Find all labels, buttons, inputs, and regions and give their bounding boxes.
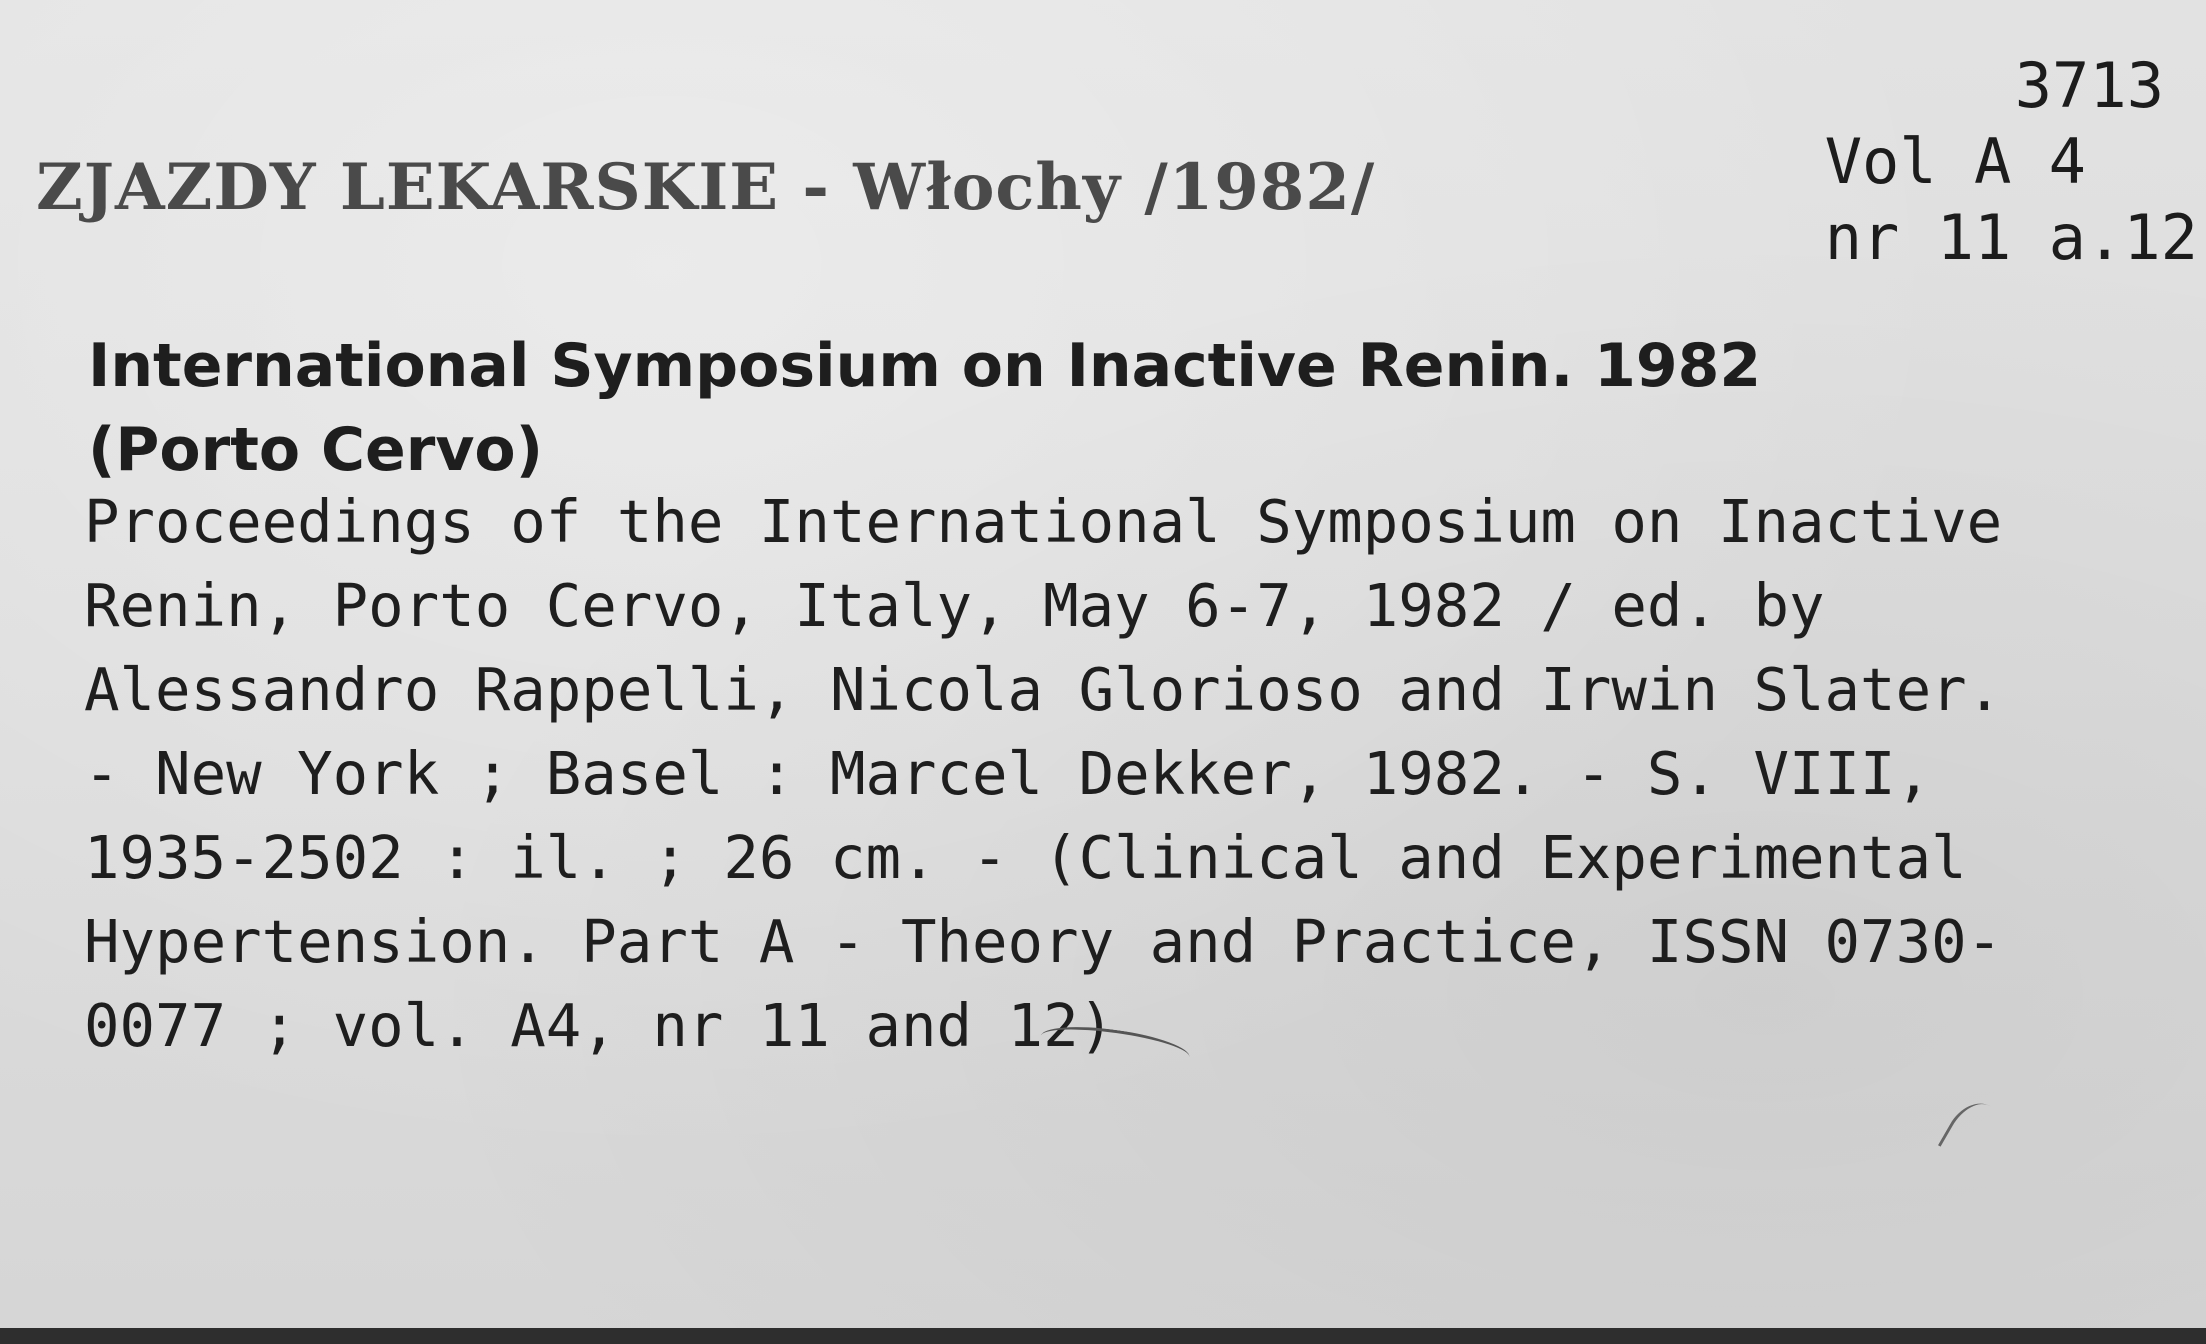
- entry-heading-line: International Symposium on Inactive Renin. 1982: [88, 331, 1762, 401]
- bibliographic-description: [84, 480, 2002, 1068]
- description-line: Hypertension. Part A - Theory and Practice, ISSN 0730-: [84, 907, 2003, 976]
- description-line: 0077 ; vol. A4, nr 11 and 12): [84, 991, 1115, 1060]
- call-number-issue: nr 11 a.12: [1824, 201, 2198, 274]
- pencil-mark: [1938, 1093, 2005, 1166]
- call-number: [1825, 48, 2198, 276]
- description-line: Proceedings of the International Symposium on Inactive: [84, 487, 2003, 556]
- subject-heading: ZJAZDY LEKARSKIE - Włochy /1982/: [36, 150, 1376, 225]
- description-line: - New York ; Basel : Marcel Dekker, 1982. - S. VIII,: [84, 739, 1932, 808]
- description-line: Renin, Porto Cervo, Italy, May 6-7, 1982 / ed. by: [84, 571, 1825, 640]
- call-number-shelf: 3713: [2014, 49, 2165, 122]
- entry-heading: [88, 324, 1761, 492]
- entry-heading-line: (Porto Cervo): [88, 415, 544, 485]
- call-number-volume: Vol A 4: [1824, 125, 2087, 198]
- card-bottom-edge: [0, 1328, 2206, 1344]
- description-line: Alessandro Rappelli, Nicola Glorioso and Irwin Slater.: [84, 655, 2003, 724]
- description-line: 1935-2502 : il. ; 26 cm. - (Clinical and Experimental: [84, 823, 1967, 892]
